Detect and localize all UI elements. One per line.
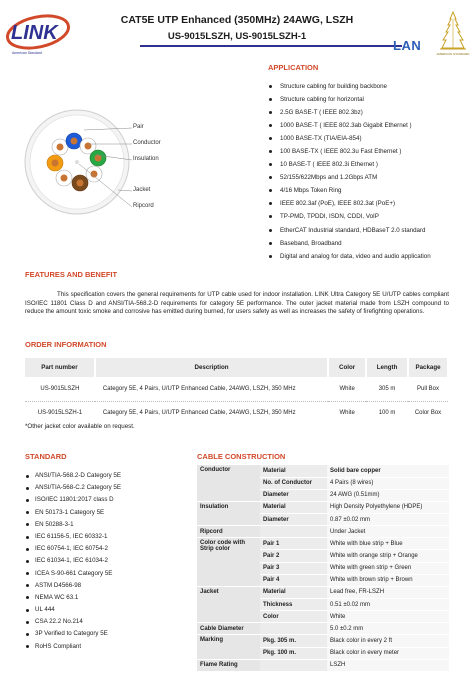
spec-key: Pair 1 (260, 538, 327, 550)
list-item: IEEE 802.3af (PoE), IEEE 802.3at (PoE+) (268, 197, 468, 210)
features-heading: FEATURES AND BENEFIT (25, 270, 118, 279)
temple-icon (436, 10, 470, 58)
spec-value: Black color in every meter (327, 647, 449, 659)
group-marking: Marking (197, 635, 260, 659)
features-paragraph: This specification covers the general requirements for UTP cable used for indoor installation. LINK Ultra Category 5E U/UTP cables compliant ISO/IEC 11801 Class D and ANSI/TIA-568.2-D requirements for category 5E performance. The outer jacket material made from LSZH compound to reduce the amount toxic smoke and corrosive has emitted during burned, for users safety as well as increases the safety of firefighting operations. (25, 291, 449, 316)
spec-value: 5.0 ±0.2 mm (327, 623, 449, 635)
list-item: TP-PMD, TPDDI, ISDN, CDDI, VoIP (268, 210, 468, 223)
list-item: ISO/IEC 11801:2017 class D (25, 494, 175, 506)
label-ripcord: Ripcord (133, 203, 154, 209)
part-number: US-9015LSZH-1 (37, 410, 83, 417)
list-item: UL 444 (25, 604, 175, 616)
table-row (197, 635, 449, 647)
list-item: 10 BASE-T ( IEEE 802.3i Ethernet ) (268, 158, 468, 171)
list-item: 2.5G BASE-T ( IEEE 802.3bz) (268, 106, 468, 119)
list-item: IEC 61156-5, IEC 60332-1 (25, 531, 175, 543)
list-item: NEMA WC 63.1 (25, 592, 175, 604)
label-insulation: Insulation (133, 156, 159, 162)
spec-value: White with blue strip + Blue (327, 538, 449, 550)
col-package: Package (408, 358, 448, 377)
spec-value: 0.87 ±0.02 mm (327, 514, 449, 526)
spec-key: No. of Conductor (260, 477, 327, 489)
list-item: EtherCAT Industrial standard, HDBaseT 2.0 standard (268, 224, 468, 237)
spec-key: Material (260, 586, 327, 598)
spec-value: Lead free, FR-LSZH (327, 586, 449, 598)
group-ripcord: Ripcord (197, 526, 260, 538)
col-description: Description (95, 358, 328, 377)
list-item: RoHS Compliant (25, 641, 175, 653)
spec-value: Under Jacket (327, 526, 449, 538)
group-insulation: Insulation (197, 501, 260, 525)
description: Category 5E, 4 Pairs, U/UTP Enhanced Cable, 24AWG, LSZH, 350 MHz (95, 377, 328, 401)
list-item: ANSI/TIA-568.2-D Category 5E (25, 470, 175, 482)
col-length: Length (366, 358, 408, 377)
description: Category 5E, 4 Pairs, U/UTP Enhanced Cable, 24AWG, LSZH, 350 MHz (102, 410, 296, 417)
spec-value: High Density Polyethylene (HDPE) (327, 501, 449, 513)
table-row (197, 659, 449, 671)
table-row (25, 377, 448, 401)
spec-value: Black color in every 2 ft (327, 635, 449, 647)
standard-heading: STANDARD (25, 452, 67, 461)
length: 100 m (378, 410, 396, 417)
header-divider (140, 45, 402, 47)
color: White (339, 410, 355, 417)
label-conductor: Conductor (133, 140, 161, 146)
group-cable-diameter: Cable Diameter (197, 623, 260, 635)
spec-key-empty (260, 623, 327, 635)
list-item: IEC 61034-1, IEC 61034-2 (25, 555, 175, 567)
list-item: ICEA S-90-661 Category 5E (25, 568, 175, 580)
group-flame-rating: Flame Rating (197, 659, 260, 671)
group-jacket: Jacket (197, 586, 260, 622)
order-table (25, 358, 449, 425)
product-models: US-9015LSZH, US-9015LSZH-1 (167, 31, 307, 42)
list-item: IEC 60754-1, IEC 60754-2 (25, 543, 175, 555)
part-number: US-9015LSZH (25, 377, 95, 401)
list-item: 52/155/622Mbps and 1.2Gbps ATM (268, 171, 468, 184)
temple-caption: AMERICAN STANDARD (436, 52, 470, 56)
col-color: Color (328, 358, 366, 377)
construction-heading: CABLE CONSTRUCTION (197, 452, 286, 461)
spec-key: Material (260, 465, 327, 477)
spec-value: White with green strip + Green (327, 562, 449, 574)
label-jacket: Jacket (133, 187, 151, 193)
spec-key-empty (260, 526, 327, 538)
package: Color Box (414, 410, 442, 417)
spec-value: 4 Pairs (8 wires) (327, 477, 449, 489)
spec-key: Diameter (260, 489, 327, 501)
length: 305 m (366, 377, 408, 401)
group-conductor: Conductor (197, 465, 260, 501)
spec-value: LSZH (327, 659, 449, 671)
spec-key: Material (260, 501, 327, 513)
color: White (328, 377, 366, 401)
spec-value: White with orange strip + Orange (327, 550, 449, 562)
list-item: Structure cabling for horizontal (268, 93, 468, 106)
col-part-number: Part number (25, 358, 95, 377)
spec-value: Solid bare copper (327, 465, 449, 477)
construction-table (197, 465, 449, 672)
list-item: 3P Verified to Category 5E (25, 628, 175, 640)
list-item: 100 BASE-TX ( IEEE 802.3u Fast Ethernet ) (268, 145, 468, 158)
table-row (197, 586, 449, 598)
table-row (197, 623, 449, 635)
table-row (197, 501, 449, 513)
list-item: CSA 22.2 No.214 (25, 616, 175, 628)
spec-key: Pair 2 (260, 550, 327, 562)
list-item: EN 50173-1 Category 5E (25, 507, 175, 519)
group-color-code: Color code with Strip color (197, 538, 260, 587)
table-header-row (25, 358, 448, 377)
product-title: CAT5E UTP Enhanced (350MHz) 24AWG, LSZH (120, 14, 354, 26)
spec-key: Pair 3 (260, 562, 327, 574)
svg-text:LINK: LINK (11, 22, 58, 44)
spec-key: Diameter (260, 514, 327, 526)
list-item: Structure cabling for building backbone (268, 80, 468, 93)
list-item: ASTM D4566-98 (25, 580, 175, 592)
list-item: EN 50288-3-1 (25, 519, 175, 531)
order-heading: ORDER INFORMATION (25, 340, 107, 349)
ripcord-marker (75, 160, 79, 164)
spec-value: White with brown strip + Brown (327, 574, 449, 586)
spec-value: White (327, 611, 449, 623)
spec-value: 0.51 ±0.02 mm (327, 599, 449, 611)
list-item: Baseband, Broadband (268, 237, 468, 250)
spec-key: Color (260, 611, 327, 623)
spec-key-empty (260, 659, 327, 671)
list-item: 1000 BASE-TX (TIA/EIA-854) (268, 132, 468, 145)
lan-label: LAN (393, 38, 422, 53)
header (0, 0, 474, 56)
table-row (197, 465, 449, 477)
package: Pull Box (408, 377, 448, 401)
list-item: Digital and analog for data, video and audio application (268, 250, 468, 263)
order-note: *Other jacket color available on request. (25, 423, 135, 430)
list-item: 4/16 Mbps Token Ring (268, 184, 468, 197)
spec-key: Thickness (260, 599, 327, 611)
table-row (197, 538, 449, 550)
spec-key: Pkg. 100 m. (260, 647, 327, 659)
list-item: ANSI/TIA-568-C.2 Category 5E (25, 482, 175, 494)
label-pair: Pair (133, 124, 144, 130)
application-list (268, 80, 468, 263)
table-row (25, 401, 448, 425)
standard-list (25, 470, 175, 653)
spec-value: 24 AWG (0.51mm) (327, 489, 449, 501)
logo-subtitle: American Standard (12, 51, 42, 55)
application-heading: APPLICATION (268, 63, 319, 72)
list-item: 1000 BASE-T ( IEEE 802.3ab Gigabit Ethernet ) (268, 119, 468, 132)
spec-key: Pair 4 (260, 574, 327, 586)
table-row (197, 526, 449, 538)
spec-key: Pkg. 305 m. (260, 635, 327, 647)
